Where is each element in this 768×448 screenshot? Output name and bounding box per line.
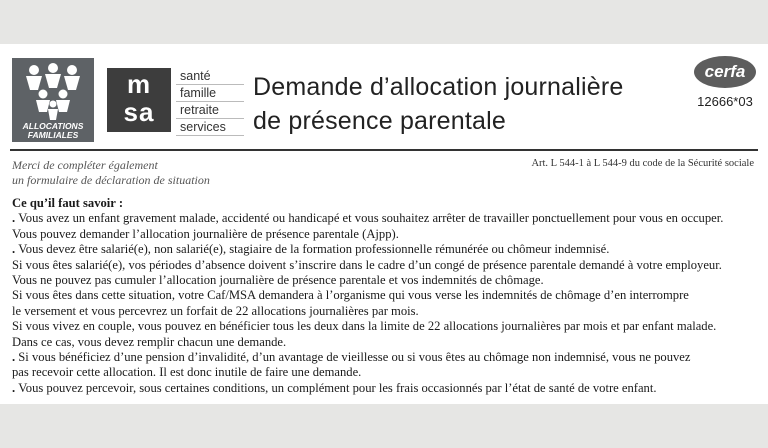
- info-line-text: Vous pouvez percevoir, sous certaines conditions, un complément pour les frais occasionnés par l’état de santé de votre enfant.: [18, 380, 657, 395]
- msa-logo-bottom: sa: [123, 97, 155, 127]
- caf-figures-icon: [12, 60, 94, 122]
- msa-logo: [107, 68, 171, 132]
- msa-service-item: famille: [176, 85, 244, 102]
- info-section: [12, 196, 760, 396]
- msa-logo-top: m: [126, 69, 152, 99]
- bullet-marker: .: [12, 242, 19, 257]
- info-line-text: le versement et vous percevrez un forfait de 22 allocations journalières par mois.: [12, 303, 419, 318]
- info-line: [12, 304, 760, 319]
- info-line: [12, 319, 760, 334]
- caf-line-1: ALLOCATIONS: [22, 121, 84, 131]
- info-line-text: Vous pouvez demander l’allocation journalière de présence parentale (Ajpp).: [12, 226, 399, 241]
- cerfa-logo: cerfa: [694, 56, 756, 88]
- info-line-text: Si vous êtes dans cette situation, votre Caf/MSA demandera à l’organisme qui vous verse les indemnités de chômage d’en interrompre: [12, 288, 689, 303]
- info-line: [12, 381, 760, 396]
- info-line-text: pas recevoir cette allocation. Il est donc inutile de faire une demande.: [12, 365, 362, 380]
- info-line: [12, 350, 760, 365]
- info-heading: Ce qu’il faut savoir :: [12, 196, 124, 210]
- info-line-text: Vous devez être salarié(e), non salarié(e), stagiaire de la formation professionnelle rémunérée ou chômeur indemnisé.: [18, 242, 610, 257]
- header-divider: [10, 149, 758, 151]
- msa-services-list: [176, 68, 244, 136]
- info-line-text: Vous ne pouvez pas cumuler l’allocation journalière de présence parentale et vos indemnités de chômage.: [12, 273, 544, 288]
- info-line: [12, 288, 760, 303]
- form-title-line-1: Demande d’allocation journalière: [253, 73, 624, 101]
- form-title-line-2: de présence parentale: [253, 107, 506, 135]
- info-line: [12, 227, 760, 242]
- msa-service-item: services: [176, 119, 244, 136]
- caf-line-2: FAMILIALES: [27, 130, 79, 140]
- info-line-text: Dans ce cas, vous devez remplir chacun une demande.: [12, 334, 287, 349]
- info-line: [12, 335, 760, 350]
- form-instruction-note: [12, 158, 210, 188]
- bullet-marker: .: [12, 211, 19, 226]
- bullet-marker: .: [12, 350, 19, 365]
- info-line-text: Si vous vivez en couple, vous pouvez en bénéficier tous les deux dans la limite de 22 allocations journalières par mois et par enfant malade.: [12, 319, 717, 334]
- form-title: [253, 70, 673, 138]
- form-sheet: [0, 44, 768, 404]
- info-line: [12, 273, 760, 288]
- instruction-line-1: Merci de compléter également: [12, 158, 158, 172]
- info-line: [12, 258, 760, 273]
- info-line: [12, 242, 760, 257]
- instruction-line-2: un formulaire de déclaration de situation: [12, 173, 210, 187]
- caf-logo-text: [12, 122, 94, 140]
- info-line: [12, 211, 760, 226]
- legal-reference: Art. L 544-1 à L 544-9 du code de la Sécurité sociale: [531, 158, 754, 169]
- info-line-text: Si vous êtes salarié(e), vos périodes d’absence doivent s’inscrire dans le cadre d’un congé de présence parentale demandé à votre employeur.: [12, 257, 722, 272]
- cerfa-number: 12666*03: [697, 94, 753, 109]
- msa-service-item: santé: [176, 68, 244, 85]
- msa-service-item: retraite: [176, 102, 244, 119]
- bullet-marker: .: [12, 380, 19, 395]
- info-line: [12, 365, 760, 380]
- caf-logo: [12, 58, 94, 142]
- info-line-text: Si vous bénéficiez d’une pension d’invalidité, d’un avantage de vieillesse ou si vous êtes au chômage non indemnisé, vous ne pouvez: [18, 350, 691, 365]
- info-line-text: Vous avez un enfant gravement malade, accidenté ou handicapé et vous souhaitez arrêter de travailler ponctuellement pour vous en occuper.: [18, 211, 724, 226]
- info-lines: [12, 211, 760, 396]
